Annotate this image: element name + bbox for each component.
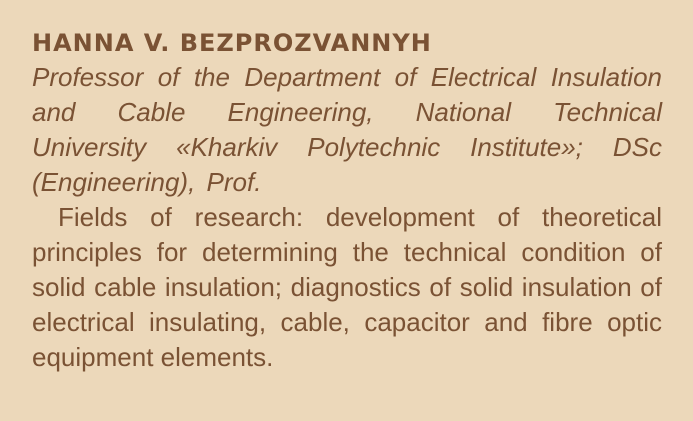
research-fields: Fields of research: development of theoretical principles for determining the technical condition of solid cable insulation; diagnostics of solid insulation of electrical insulating, cable, capacitor and fibre optic equipment elements. (32, 202, 662, 372)
author-name: HANNA V. BEZPROZVANNYH (32, 29, 432, 57)
author-bio-card (32, 28, 662, 375)
author-affiliation: Professor of the Department of Electrical Insulation and Cable Engineering, National Technical University «Kharkiv Polytechnic Institute»; DSc (Engineering), Prof. (32, 62, 662, 197)
